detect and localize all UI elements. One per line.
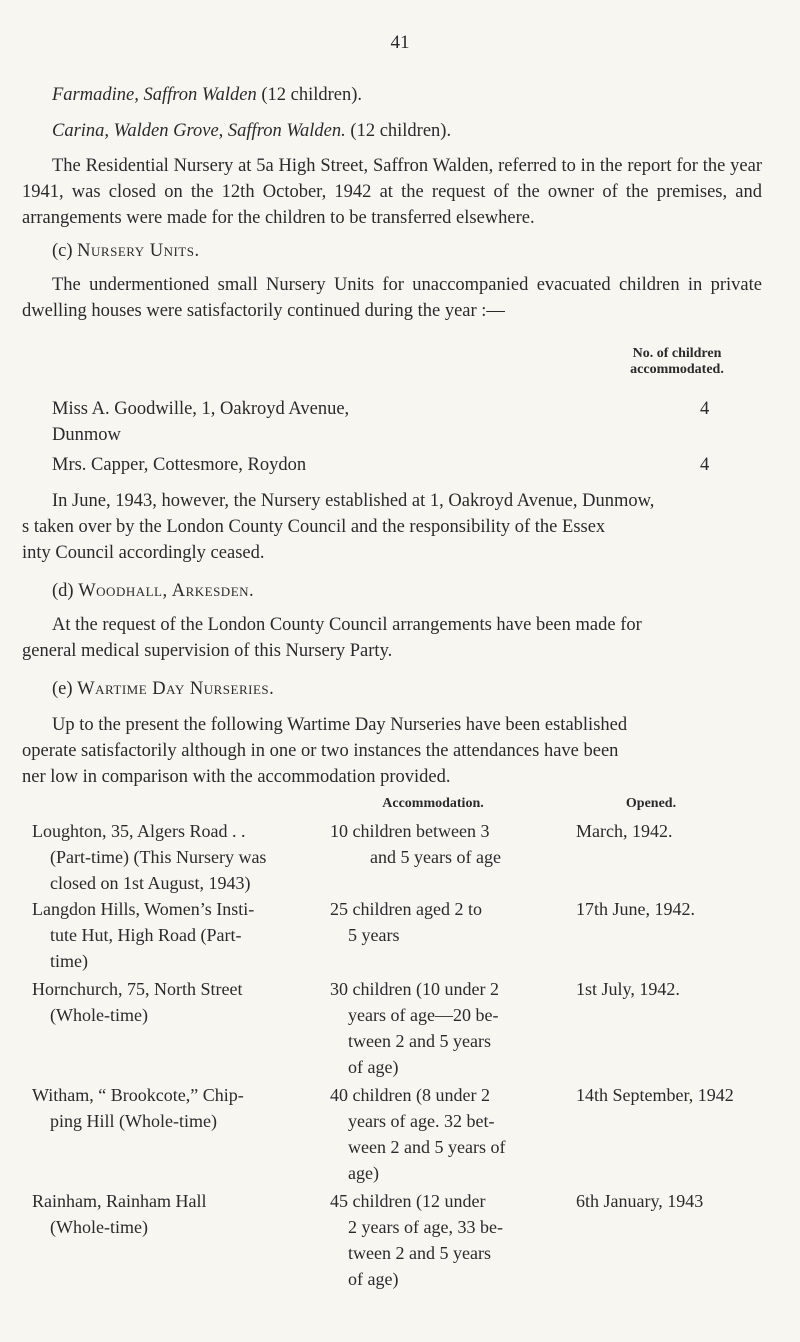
farmadine-line — [52, 82, 362, 108]
nursery-place-loughton: Loughton, 35, Algers Road . . (Part-time) (This Nursery was closed on 1st August, 1943) — [32, 821, 267, 893]
nursery-accommodation-rainham: 45 children (12 under 2 years of age, 33 be- tween 2 and 5 years of age) — [330, 1191, 503, 1289]
farmadine-name: Farmadine, Saffron Walden — [52, 85, 257, 105]
section-d-line-2: general medical supervision of this Nursery Party. — [22, 641, 393, 661]
unit-count: 4 — [700, 399, 710, 419]
nursery-place-rainham: Rainham, Rainham Hall (Whole-time) — [32, 1191, 207, 1237]
nursery-opened-rainham: 6th January, 1943 — [576, 1191, 704, 1211]
unit-count: 4 — [700, 455, 710, 475]
nursery-place-langdon-hills: Langdon Hills, Women’s Insti- tute Hut, High Road (Part- time) — [32, 899, 255, 971]
section-c-intro: The undermentioned small Nursery Units for unaccompanied evacuated children in private dwelling houses were satisfactorily continued during the year :— — [22, 275, 762, 321]
nursery-opened-loughton: March, 1942. — [576, 821, 673, 841]
section-e-label: (e) — [52, 679, 73, 699]
unit-location: Dunmow — [52, 425, 121, 445]
carina-name: Carina, Walden Grove, Saffron Walden. — [52, 121, 346, 141]
section-d-line-1: At the request of the London County Council arrangements have been made for — [52, 615, 642, 635]
section-c-label: (c) — [52, 241, 73, 261]
section-c-title: Nursery Units. — [77, 241, 200, 261]
residential-nursery-paragraph: The Residential Nursery at 5a High Street, Saffron Walden, referred to in the report for the year 1941, was closed on the 12th October, 1942 at the request of the owner of the premises, and arrangements were made for the children to be transferred elsewhere. — [22, 156, 762, 228]
nursery-place-witham: Witham, “ Brookcote,” Chip- ping Hill (Whole-time) — [32, 1085, 244, 1131]
nursery-accommodation-loughton: 10 children between 3 and 5 years of age — [330, 821, 501, 867]
nursery-opened-witham: 14th September, 1942 — [576, 1085, 734, 1105]
accommodation-column-header: Accommodation. — [382, 796, 484, 811]
section-e-title: Wartime Day Nurseries. — [77, 679, 275, 699]
nursery-opened-hornchurch: 1st July, 1942. — [576, 979, 680, 999]
section-e-line-2: operate satisfactorily although in one or two instances the attendances have been — [22, 741, 619, 761]
section-e-heading — [52, 676, 274, 702]
unit-row-capper: Mrs. Capper, Cottesmore, Roydon — [52, 455, 307, 475]
page-number: 41 — [390, 32, 410, 53]
opened-column-header: Opened. — [625, 796, 677, 811]
nursery-accommodation-witham: 40 children (8 under 2 years of age. 32 bet- ween 2 and 5 years of age) — [330, 1085, 506, 1183]
carina-count: (12 children). — [350, 121, 452, 141]
section-e-line-3: ner low in comparison with the accommodation provided. — [22, 767, 451, 787]
section-d-heading — [52, 578, 254, 604]
nursery-place-hornchurch: Hornchurch, 75, North Street (Whole-time) — [32, 979, 243, 1025]
june-paragraph-line-3: inty Council accordingly ceased. — [22, 543, 265, 563]
june-paragraph-line-1: In June, 1943, however, the Nursery established at 1, Oakroyd Avenue, Dunmow, — [52, 491, 655, 511]
section-d-title: Woodhall, Arkesden. — [78, 581, 255, 601]
june-paragraph-line-2: s taken over by the London County Council and the responsibility of the Essex — [22, 517, 606, 537]
section-e-line-1: Up to the present the following Wartime Day Nurseries have been established — [52, 715, 628, 735]
farmadine-count: (12 children). — [261, 85, 363, 105]
nursery-accommodation-langdon-hills: 25 children aged 2 to 5 years — [330, 899, 482, 945]
nursery-opened-langdon-hills: 17th June, 1942. — [576, 899, 695, 919]
section-d-label: (d) — [52, 581, 74, 601]
nursery-accommodation-hornchurch: 30 children (10 under 2 years of age—20 be- tween 2 and 5 years of age) — [330, 979, 499, 1077]
unit-row-goodwille — [52, 396, 349, 448]
section-c-heading — [52, 238, 200, 264]
unit-name: Miss A. Goodwille, 1, Oakroyd Avenue, — [52, 399, 350, 419]
carina-line — [52, 118, 451, 144]
children-accommodated-header: No. of children accommodated. — [630, 346, 724, 377]
